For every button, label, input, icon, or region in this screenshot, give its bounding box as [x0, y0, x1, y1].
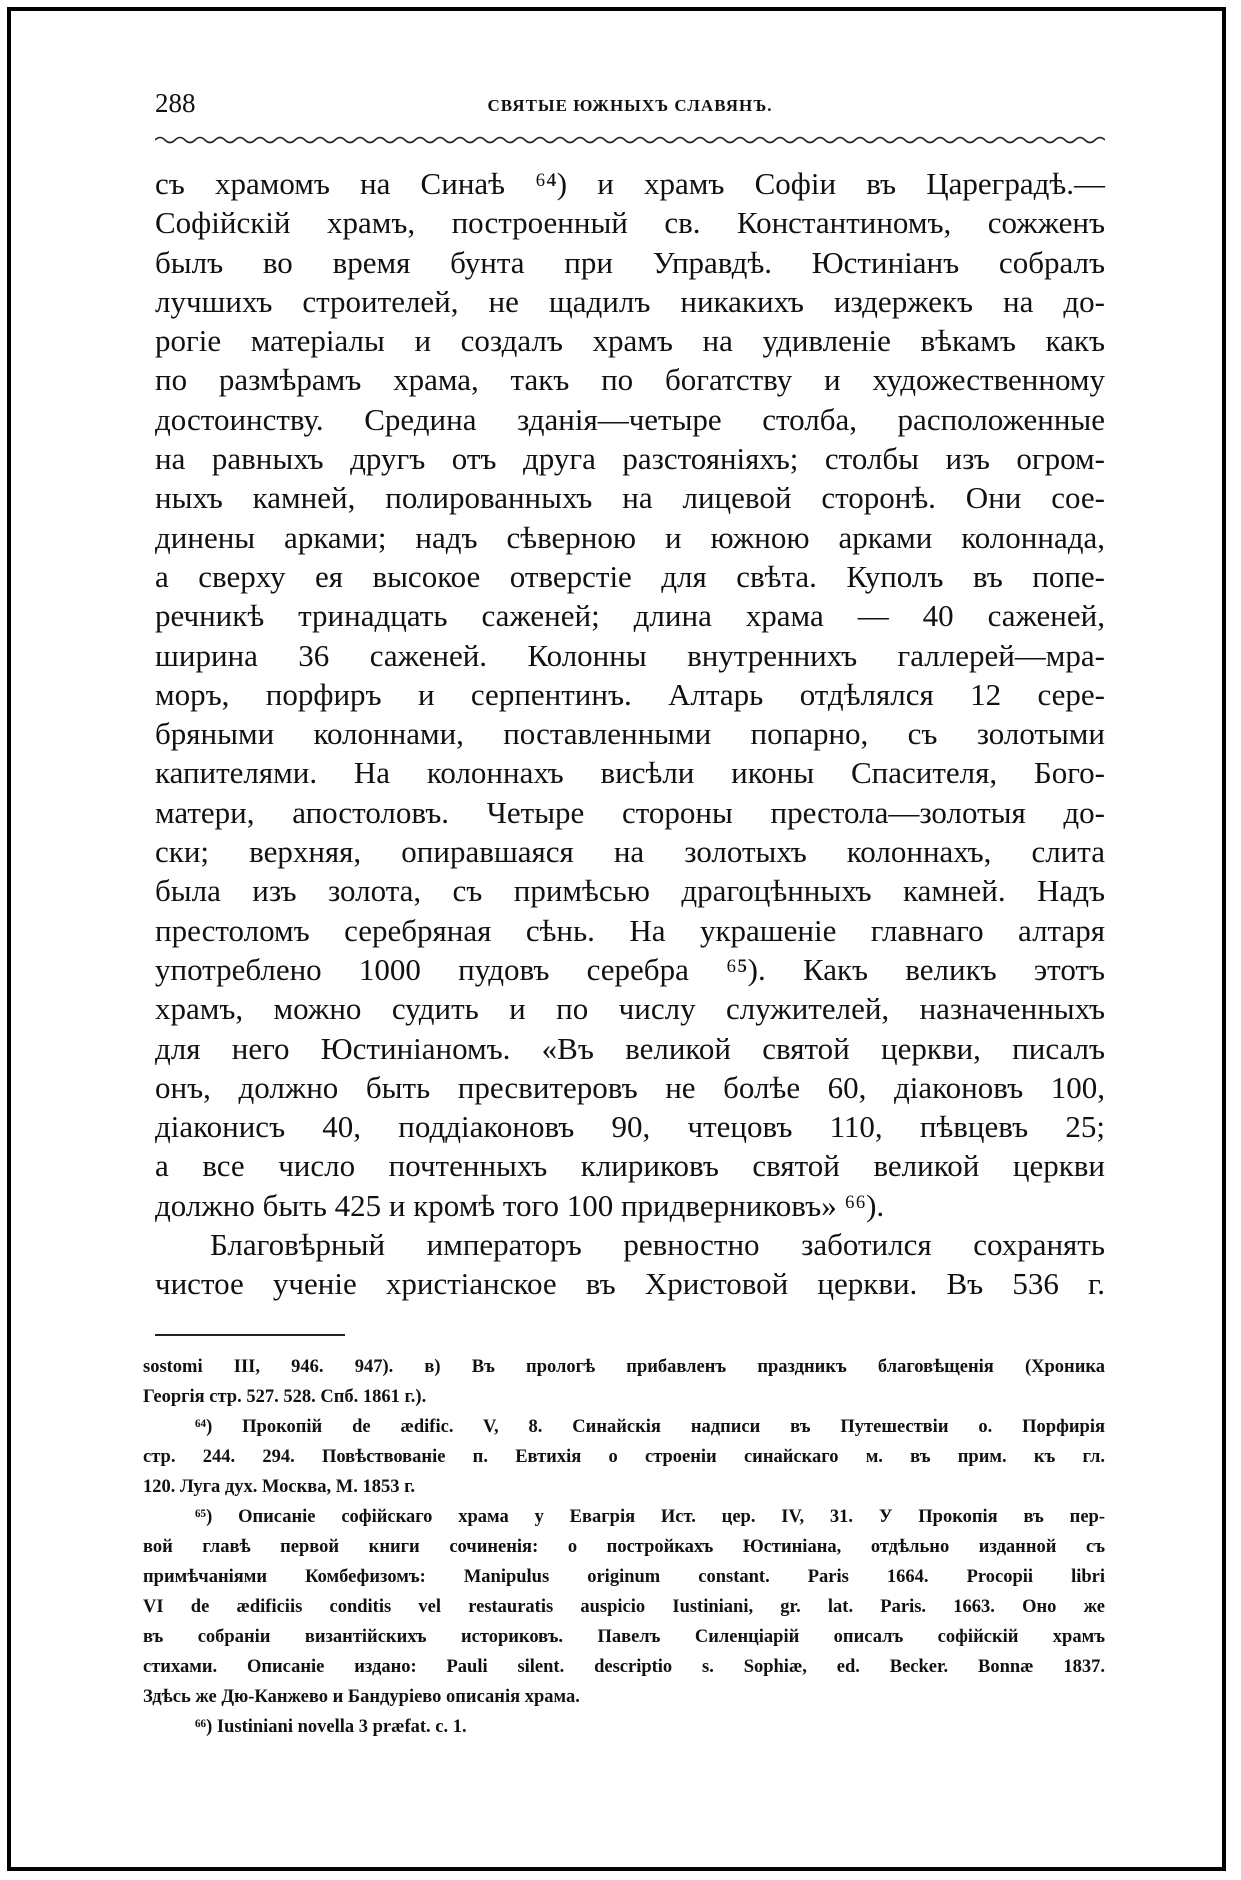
text-line: матери, апостоловъ. Четыре стороны престола—золотыя до-	[155, 794, 1105, 830]
main-text	[155, 164, 1105, 1304]
text-line: ширина 36 саженей. Колонны внутреннихъ галлерей—мра-	[155, 637, 1105, 673]
text-line: для него Юстиніаномъ. «Въ великой святой церкви, писалъ	[155, 1030, 1105, 1066]
text-line: употреблено 1000 пудовъ серебра ⁶⁵). Какъ великъ этотъ	[155, 951, 1105, 987]
page-number: 288	[155, 88, 196, 118]
footnote-line: Здѣсь же Дю-Канжево и Бандуріево описанія храма.	[143, 1687, 580, 1707]
text-line: бряными колоннами, поставленными попарно, съ золотыми	[155, 716, 1105, 752]
text-line: достоинству. Средина зданія—четыре столба, расположенные	[155, 401, 1105, 437]
footnotes	[143, 1352, 1105, 1742]
text-line: Благовѣрный императоръ ревностно заботился сохранять	[210, 1227, 1105, 1263]
footnote-line: VI de ædificiis conditis vel restauratis auspicio Iustiniani, gr. lat. Paris. 1663. Оно же	[143, 1597, 1105, 1617]
text-line: моръ, порфиръ и серпентинъ. Алтарь отдѣлялся 12 сере-	[155, 676, 1105, 712]
footnote-line: Георгія стр. 527. 528. Спб. 1861 г.).	[143, 1387, 427, 1407]
footnote-line: 120. Луга дух. Москва, М. 1853 г.	[143, 1477, 416, 1497]
text-line: капителями. На колоннахъ висѣли иконы Спасителя, Бого-	[155, 755, 1105, 791]
text-line: ныхъ камней, полированныхъ на лицевой сторонѣ. Они сое-	[155, 480, 1105, 516]
footnote-separator	[155, 1334, 345, 1336]
text-line: а сверху ея высокое отверстіе для свѣта. Куполъ въ попе-	[155, 558, 1105, 594]
text-line: Софійскій храмъ, построенный св. Константиномъ, сожженъ	[155, 205, 1105, 241]
footnote-line: ⁶⁶) Iustiniani novella 3 præfat. c. 1.	[195, 1717, 467, 1737]
header-wavy-rule	[155, 133, 1105, 147]
footnote-line: примѣчаніями Комбефизомъ: Manipulus originum constant. Paris 1664. Procopii libri	[143, 1567, 1105, 1587]
text-line: былъ во время бунта при Управдѣ. Юстиніанъ собралъ	[155, 244, 1105, 280]
text-line: храмъ, можно судить и по числу служителей, назначенныхъ	[155, 991, 1105, 1027]
text-line: а все число почтенныхъ клириковъ святой великой церкви	[155, 1148, 1105, 1184]
text-line: должно быть 425 и кромѣ того 100 придверниковъ» ⁶⁶).	[155, 1187, 885, 1223]
running-title: СВЯТЫЕ ЮЖНЫХЪ СЛАВЯНЪ.	[487, 96, 773, 115]
text-line: ски; верхняя, опиравшаяся на золотыхъ колоннахъ, слита	[155, 834, 1105, 870]
text-line: рогіе матеріалы и создалъ храмъ на удивленіе вѣкамъ какъ	[155, 323, 1105, 359]
page-header	[155, 88, 1105, 128]
footnote-line: ⁶⁵) Описаніе софійскаго храма у Евагрія Ист. цер. IV, 31. У Прокопія въ пер-	[195, 1507, 1105, 1527]
text-line: динены арками; надъ сѣверною и южною арками колоннада,	[155, 519, 1105, 555]
text-line: престоломъ серебряная сѣнь. На украшеніе главнаго алтаря	[155, 912, 1105, 948]
text-line: по размѣрамъ храма, такъ по богатству и художественному	[155, 362, 1105, 398]
text-line: на равныхъ другъ отъ друга разстояніяхъ; столбы изъ огром-	[155, 441, 1105, 477]
text-line: чистое ученіе христіанское въ Христовой церкви. Въ 536 г.	[155, 1266, 1105, 1302]
text-line: съ храмомъ на Синаѣ ⁶⁴) и храмъ Софіи въ Цареградѣ.—	[155, 166, 1105, 201]
footnote-line: стихами. Описаніе издано: Pauli silent. descriptio s. Sophiæ, ed. Becker. Bonnæ 1837.	[143, 1657, 1105, 1677]
text-line: была изъ золота, съ примѣсью драгоцѣнныхъ камней. Надъ	[155, 873, 1105, 909]
footnote-line: стр. 244. 294. Повѣствованіе п. Евтихія о строеніи синайскаго м. въ прим. къ гл.	[143, 1447, 1105, 1467]
footnote-line: вой главѣ первой книги сочиненія: о постройкахъ Юстиніана, отдѣльно изданной съ	[143, 1537, 1105, 1557]
footnote-line: въ собраніи византійскихъ историковъ. Павелъ Силенціарій описалъ софійскій храмъ	[143, 1627, 1105, 1647]
footnote-line: ⁶⁴) Прокопій de ædific. V, 8. Синайскія надписи въ Путешествіи о. Порфирія	[195, 1417, 1105, 1437]
text-line: діаконисъ 40, поддіаконовъ 90, чтецовъ 110, пѣвцевъ 25;	[155, 1109, 1105, 1145]
text-line: речникѣ тринадцать саженей; длина храма — 40 саженей,	[155, 598, 1105, 634]
text-line: лучшихъ строителей, не щадилъ никакихъ издержекъ на до-	[155, 283, 1105, 319]
text-line: онъ, должно быть пресвитеровъ не болѣе 60, діаконовъ 100,	[155, 1069, 1105, 1105]
footnote-line: sostomi III, 946. 947). в) Въ прологѣ прибавленъ праздникъ благовѣщенія (Хроника	[143, 1357, 1105, 1377]
